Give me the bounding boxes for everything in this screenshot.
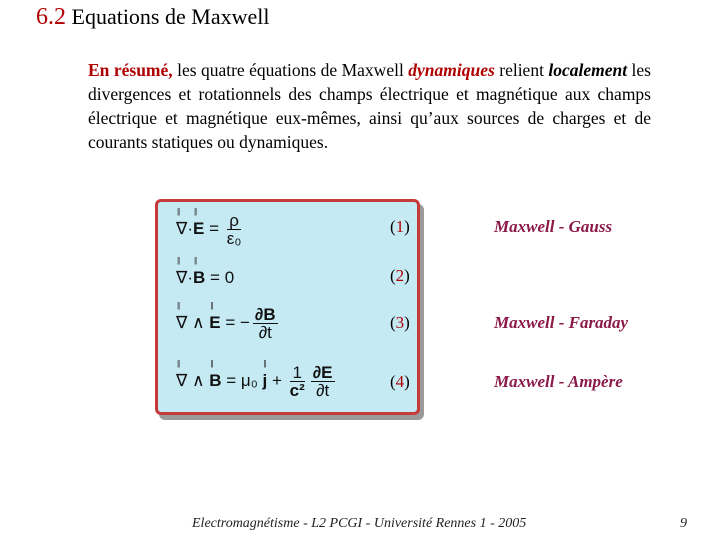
eq4-numerator: ∂E bbox=[312, 363, 333, 382]
lead-text: En résumé, bbox=[88, 60, 173, 80]
section-title: Equations de Maxwell bbox=[71, 4, 270, 29]
slide-title bbox=[36, 4, 269, 31]
footer-text: Electromagnétisme - L2 PCGI - Université Rennes 1 - 2005 bbox=[192, 516, 527, 531]
eq1-denominator: ε₀ bbox=[226, 229, 242, 248]
dynamiques-term: dynamiques bbox=[408, 60, 495, 80]
eq3-numerator: ∂B bbox=[254, 305, 276, 324]
equation-name-4: Maxwell - Ampère bbox=[494, 372, 623, 391]
localement-term: localement bbox=[548, 60, 628, 80]
equation-number-1: (1) bbox=[390, 217, 410, 236]
equation-name-1: Maxwell - Gauss bbox=[494, 217, 613, 236]
summary-paragraph bbox=[88, 58, 651, 154]
para-part-3: les divergences et rotationnels des champs électrique et magnétique aux champs électrique et magnétique eux-mêmes, ainsi qu’aux sources de charges et de courants statiques ou dynamiques. bbox=[88, 60, 651, 152]
section-number: 6.2 bbox=[36, 4, 66, 30]
equation-2: || ∇·|| B = 0 bbox=[176, 268, 234, 288]
eq4-one: 1 bbox=[290, 364, 305, 382]
equation-1: || ∇·|| E = $\frac{\rho}{\text{ε₀}}$ bbox=[176, 212, 244, 247]
eq3-denominator: ∂t bbox=[258, 323, 272, 342]
equation-number-3: (3) bbox=[390, 313, 410, 332]
equation-3: || ∇ ∧ || E = − $\frac{\partial B}{\partial t}$ bbox=[176, 306, 281, 341]
equation-number-4: (4) bbox=[390, 372, 410, 391]
eq4-denominator: ∂t bbox=[316, 381, 330, 400]
para-part-1: les quatre équations de Maxwell bbox=[172, 60, 409, 80]
eq4-mu0: μ₀ bbox=[240, 370, 258, 390]
eq4-c2: c² bbox=[289, 381, 305, 400]
para-part-2: relient bbox=[494, 60, 549, 80]
eq2-zero: 0 bbox=[224, 268, 235, 287]
page-number: 9 bbox=[680, 516, 687, 531]
eq1-numerator: ρ bbox=[227, 212, 242, 230]
equation-name-3: Maxwell - Faraday bbox=[494, 313, 629, 332]
equation-number-2: (2) bbox=[390, 266, 410, 285]
equation-4: || ∇ ∧ || B = μ₀ || j + $\frac{1}{\text{c²}}$ $\frac{\partial E}{\partial t}$ bbox=[176, 364, 338, 399]
